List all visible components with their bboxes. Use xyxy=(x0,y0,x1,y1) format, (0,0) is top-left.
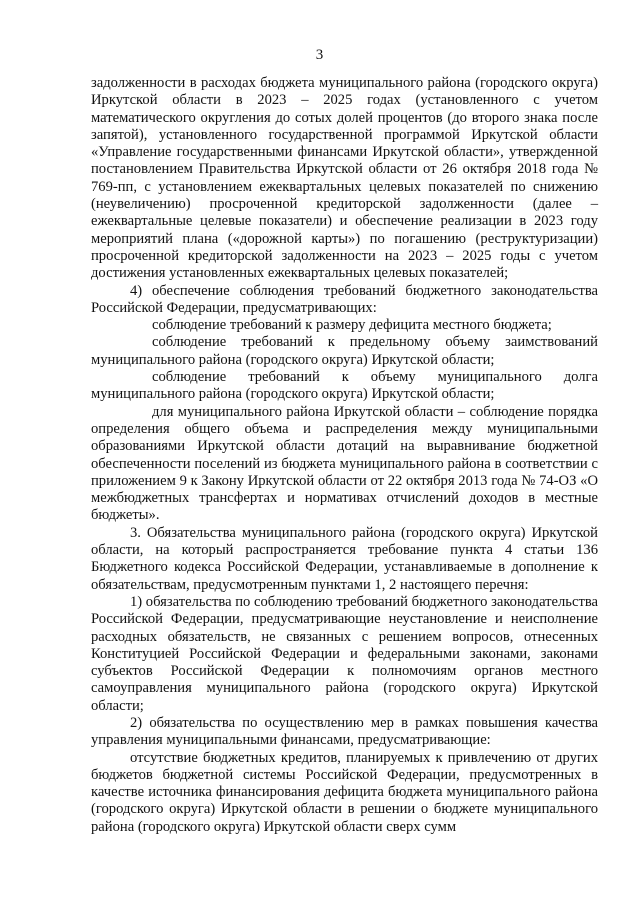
paragraph: соблюдение требований к размеру дефицита местного бюджета; xyxy=(152,317,552,334)
document-body xyxy=(91,75,598,836)
paragraph: соблюдение требований к объему муниципального долга муниципального района (городского округа) Иркутской области; xyxy=(91,369,598,403)
paragraph: 4) обеспечение соблюдения требований бюджетного законодательства Российской Федерации, предусматривающих: xyxy=(91,282,598,316)
paragraph: отсутствие бюджетных кредитов, планируемых к привлечению от других бюджетов бюджетной системы Российской Федерации, предусмотренных в качестве источника финансирования дефицита бюджета муниципального района (городского округа) Иркутской области в решении о бюджете муниципального района (городского округа) Иркутской области сверх сумм xyxy=(91,749,598,835)
paragraph: для муниципального района Иркутской области – соблюдение порядка определения общего объема и распределения между муниципальными образованиями Иркутской области дотаций на выравнивание бюджетной обеспеченности поселений из бюджета муниципального района в соответствии с приложением 9 к Закону Иркутской области от 22 октября 2013 года № 74-ОЗ «О межбюджетных трансфертах и нормативах отчислений доходов в местные бюджеты». xyxy=(91,403,598,524)
paragraph: 3. Обязательства муниципального района (городского округа) Иркутской области, на который распространяется требование пункта 4 статьи 136 Бюджетного кодекса Российской Федерации, устанавливаемые в дополнение к обязательствам, предусмотренным пунктами 1, 2 настоящего перечня: xyxy=(91,524,598,593)
paragraph: 2) обязательства по осуществлению мер в рамках повышения качества управления муниципальными финансами, предусматривающие: xyxy=(91,714,598,749)
paragraph: 1) обязательства по соблюдению требований бюджетного законодательства Российской Федерации, предусматривающие неустановление и неисполнение расходных обязательств, не связанных с решением вопросов, отнесенных Конституцией Российской Федерации и федеральными законами, законами субъектов Российской Федерации к полномочиям органов местного самоуправления муниципального района (городского округа) Иркутской области; xyxy=(91,593,598,714)
paragraph: задолженности в расходах бюджета муниципального района (городского округа) Иркутской области в 2023 – 2025 годах (установленного с учетом математического округления до сотых долей процентов (до второго знака после запятой), установленного государственной программой Иркутской области «Управление государственными финансами Иркутской области», утвержденной постановлением Правительства Иркутской области от 26 октября 2018 года № 769-пп, с установлением ежеквартальных целевых показателей по снижению (неувеличению) просроченной кредиторской задолженности (далее – ежеквартальные целевые показатели) и обеспечение реализации в 2023 году мероприятий плана («дорожной карты») по погашению (реструктуризации) просроченной кредиторской задолженности на 2023 – 2025 годы с учетом достижения установленных ежеквартальных целевых показателей; xyxy=(91,75,598,282)
page-number: 3 xyxy=(315,47,324,63)
paragraph: соблюдение требований к предельному объему заимствований муниципального района (городского округа) Иркутской области; xyxy=(91,334,598,368)
